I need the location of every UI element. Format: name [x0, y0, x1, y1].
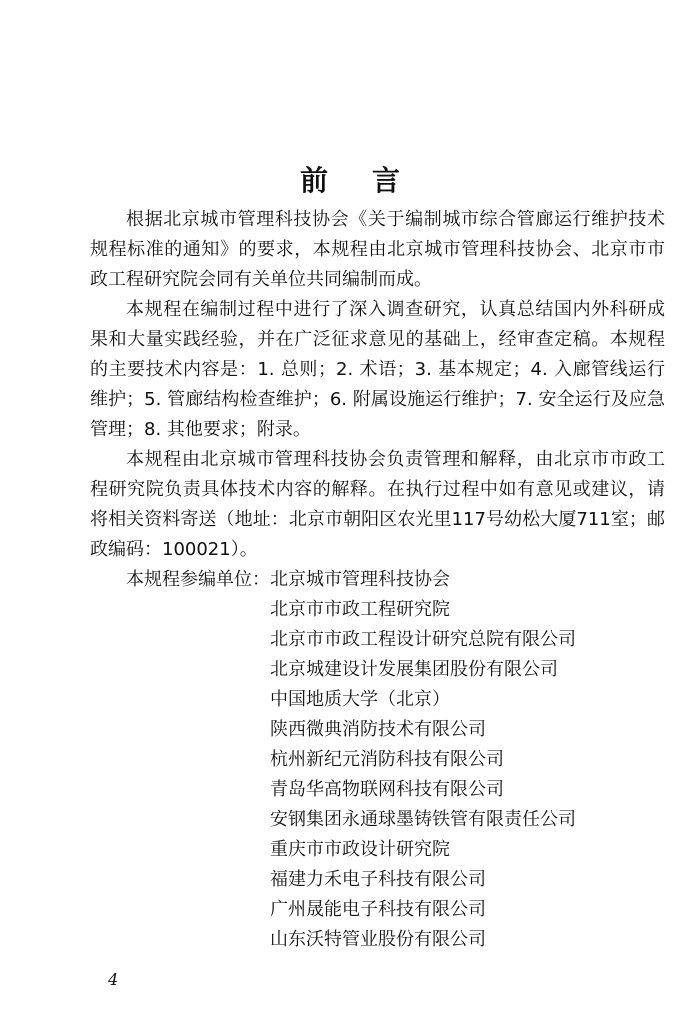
unit-item: 中国地质大学（北京） [270, 689, 450, 710]
title-char-1: 前 [299, 163, 328, 197]
unit-item: 北京城市管理科技协会 [270, 569, 450, 590]
unit-item: 安钢集团永通球墨铸铁管有限责任公司 [270, 809, 576, 830]
unit-item: 福建力禾电子科技有限公司 [270, 869, 486, 890]
unit-item: 杭州新纪元消防科技有限公司 [270, 749, 504, 770]
unit-item: 重庆市市政设计研究院 [270, 839, 450, 860]
unit-item: 北京市市政工程研究院 [270, 599, 450, 620]
unit-item: 北京市市政工程设计研究总院有限公司 [270, 629, 576, 650]
participating-units-list [270, 565, 665, 955]
participating-units-label: 本规程参编单位： [126, 569, 270, 590]
participating-units [90, 565, 665, 955]
unit-item: 青岛华高物联网科技有限公司 [270, 779, 504, 800]
unit-item: 广州晟能电子科技有限公司 [270, 899, 486, 920]
preface-body [90, 205, 665, 955]
unit-item: 山东沃特管业股份有限公司 [270, 929, 486, 950]
unit-item: 北京城建设计发展集团股份有限公司 [270, 659, 558, 680]
unit-item: 陕西微典消防技术有限公司 [270, 719, 486, 740]
page-number: 4 [108, 970, 119, 989]
page-title [0, 159, 700, 199]
paragraph-1: 根据北京城市管理科技协会《关于编制城市综合管廊运行维护技术规程标准的通知》的要求，本规程由北京城市管理科技协会、北京市市政工程研究院会同有关单位共同编制而成。 [90, 209, 665, 290]
paragraph-3: 本规程由北京城市管理科技协会负责管理和解释，由北京市市政工程研究院负责具体技术内容的解释。在执行过程中如有意见或建议，请将相关资料寄送（地址：北京市朝阳区农光里117号幼松大厦711室；邮政编码：100021）。 [90, 449, 665, 560]
title-char-2: 言 [372, 163, 401, 197]
paragraph-2: 本规程在编制过程中进行了深入调查研究，认真总结国内外科研成果和大量实践经验，并在广泛征求意见的基础上，经审查定稿。本规程的主要技术内容是：1. 总则；2. 术语；3. 基本规定；4. 入廊管线运行维护；5. 管廊结构检查维护；6. 附属设施运行维护；7. 安全运行及应急管理；8. 其他要求；附录。 [90, 299, 665, 440]
